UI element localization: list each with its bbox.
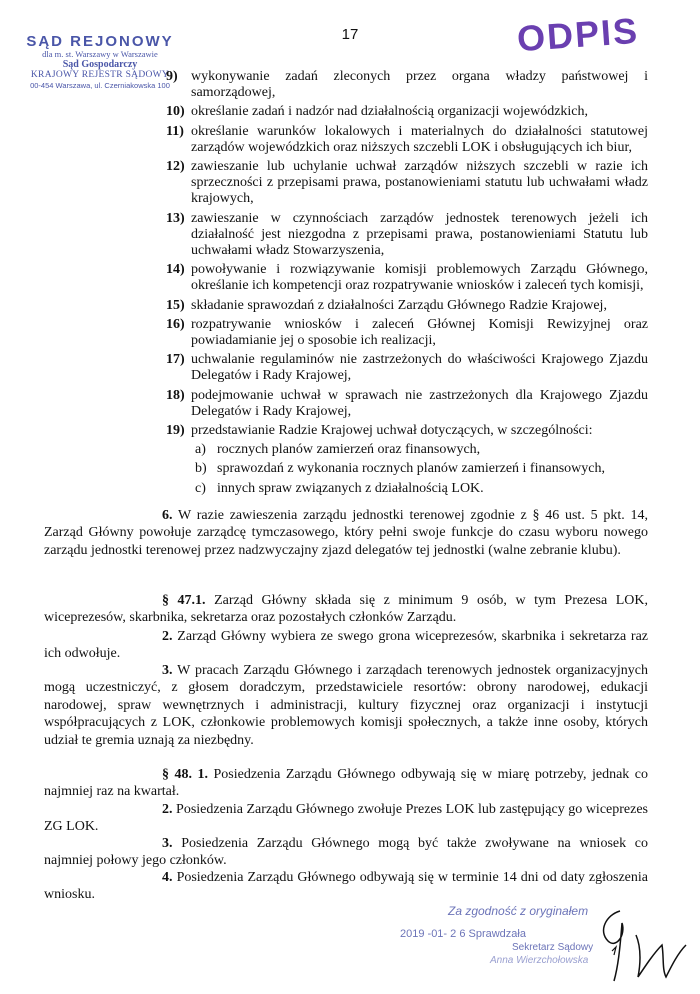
court-stamp-registry: KRAJOWY REJESTR SĄDOWY	[30, 69, 170, 80]
list-item	[166, 159, 648, 208]
item-number: 19)	[166, 423, 185, 439]
item-text: zawieszanie w czynnościach zarządów jednostek terenowych jeżeli ich działalność jest niezgodna z przepisami prawa, postanowieniami Statutu lub uchwałami władz Stowarzyszenia,	[191, 210, 648, 259]
sub-item-text: innych spraw związanych z działalnością LOK.	[217, 480, 484, 496]
item-text: podejmowanie uchwał w sprawach nie zastrzeżonych dla Krajowego Zjazdu Delegatów i Rady Krajowej,	[191, 387, 648, 419]
section-number: 4.	[162, 870, 173, 885]
list-item	[166, 104, 648, 120]
item-number: 9)	[166, 69, 178, 84]
certification-text: Za zgodność z oryginałem	[448, 904, 589, 918]
certification-role: Sekretarz Sądowy	[512, 942, 594, 953]
item-text: uchwalanie regulaminów nie zastrzeżonych do właściwości Krajowego Zjazdu Delegatów i Rady Krajowej,	[191, 352, 648, 384]
section-text: Posiedzenia Zarządu Głównego zwołuje Prezes LOK lub zastępujący go wiceprezes ZG LOK.	[44, 802, 648, 835]
paragraph-6	[44, 507, 648, 559]
item-text: przedstawianie Radzie Krajowej uchwał dotyczących, w szczególności:	[191, 423, 593, 439]
item-text: określanie zadań i nadzór nad działalnością organizacji wojewódzkich,	[191, 104, 589, 120]
section-47-1	[44, 592, 648, 627]
section-text: W pracach Zarządu Głównego i zarządach terenowych jednostek organizacyjnych mogą uczestniczyć, z głosem doradczym, przedstawiciele resortów: obrony narodowej, edukacji narodowej, spraw wewnętrznych i administracji, kultury fizycznej oraz organizacji i instytucji współpracujących z LOK, członkowie problemowych komisji społecznych, a także inne osoby, których udział te gremia uznają za niezbędny.	[44, 663, 648, 748]
court-stamp	[10, 34, 190, 90]
section-text: Zarząd Główny składa się z minimum 9 osób, w tym Prezesa LOK, wiceprezesów, skarbnika, sekretarza oraz pozostałych członków Zarządu.	[44, 593, 649, 626]
certification-stamp	[400, 904, 620, 966]
list-item	[166, 423, 648, 439]
section-number: 3.	[162, 836, 173, 851]
certification-name: Anna Wierzchołowska	[490, 955, 589, 966]
list-item	[166, 317, 648, 349]
list-item	[166, 69, 648, 101]
section-text: Posiedzenia Zarządu Głównego mogą być także zwoływane na wniosek co najmniej połowy jego członków.	[44, 836, 649, 869]
paragraph-number: 6.	[162, 508, 173, 523]
sub-list-item	[195, 442, 648, 458]
item-number: 16)	[166, 316, 185, 332]
sub-item-text: sprawozdań z wykonania rocznych planów zamierzeń i finansowych,	[217, 461, 605, 477]
item-number: 11)	[166, 123, 184, 139]
item-number: 18)	[166, 387, 185, 403]
section-number: § 47.1.	[162, 593, 206, 608]
sub-item-letter: b)	[195, 461, 207, 477]
item-number: 13)	[166, 210, 185, 226]
section-text: Posiedzenia Zarządu Głównego odbywają się w terminie 14 dni od daty zgłoszenia wniosku.	[44, 870, 648, 903]
item-text: określanie warunków lokalowych i materialnych do działalności statutowej zarządów wojewódzkich oraz niższych szczebli LOK i obsługujących ich biur,	[191, 123, 648, 155]
list-item	[166, 298, 648, 314]
court-stamp-city: dla m. st. Warszawy w Warszawie	[42, 49, 158, 59]
court-stamp-division: Sąd Gospodarczy	[62, 58, 138, 70]
sub-item-letter: a)	[195, 442, 206, 458]
item-number: 10)	[166, 104, 185, 120]
section-48-1	[44, 766, 648, 801]
sub-item-text: rocznych planów zamierzeń oraz finansowych,	[217, 442, 481, 458]
section-number: § 48. 1.	[162, 767, 208, 782]
item-text: zawieszanie lub uchylanie uchwał zarządów niższych szczebli w razie ich sprzeczności z przepisami prawa, postanowieniami statutu lub uchwałami władz krajowych,	[191, 159, 648, 207]
item-text: wykonywanie zadań zleconych przez organa władzy państwowej i samorządowej,	[191, 69, 648, 101]
item-text: powoływanie i rozwiązywanie komisji problemowych Zarządu Głównego, określanie ich kompetencji oraz rozpatrywanie wniosków i zaleceń tych komisji,	[191, 262, 648, 294]
section-text: Zarząd Główny wybiera ze swego grona wiceprezesów, skarbnika i sekretarza raz ich odwołuje.	[44, 629, 649, 662]
section-48-4	[44, 869, 648, 904]
handwritten-signature	[592, 905, 692, 985]
sub-list	[195, 442, 648, 497]
duties-list	[166, 69, 648, 500]
sub-list-item	[195, 481, 648, 497]
list-item	[166, 388, 648, 420]
sub-item-letter: c)	[195, 480, 206, 496]
list-item	[166, 211, 648, 260]
item-number: 12)	[166, 159, 185, 175]
page-number: 17	[341, 26, 359, 43]
court-stamp-name: SĄD REJONOWY	[26, 33, 174, 50]
item-text: rozpatrywanie wniosków i zaleceń Głównej Komisji Rewizyjnej oraz powiadamianie jej o sposobie ich realizacji,	[191, 316, 648, 349]
item-number: 14)	[166, 262, 185, 278]
list-item	[166, 262, 648, 294]
sub-list-item	[195, 461, 648, 477]
item-number: 17)	[166, 352, 185, 368]
section-47-3	[44, 662, 648, 749]
court-stamp-address: 00-454 Warszawa, ul. Czerniakowska 100	[30, 81, 170, 90]
section-48-3	[44, 835, 648, 870]
paragraph-text: W razie zawieszenia zarządu jednostki terenowej zgodnie z § 46 ust. 5 pkt. 14, Zarząd Główny powołuje zarządcę tymczasowego, który pełni swoje funkcje do czasu wyboru nowego zarządu jednostki terenowej przez nadzwyczajny zjazd delegatów tej jednostki (walne zebranie klubu).	[44, 508, 649, 558]
section-text: Posiedzenia Zarządu Głównego odbywają się w miarę potrzeby, jednak co najmniej raz na kwartał.	[44, 767, 649, 800]
item-number: 15)	[166, 297, 185, 313]
section-number: 3.	[162, 663, 173, 678]
certification-date: 2019 -01- 2 6 Sprawdzała	[400, 928, 526, 940]
section-number: 2.	[162, 629, 173, 644]
section-47-2	[44, 628, 648, 663]
list-item	[166, 352, 648, 384]
list-item	[166, 124, 648, 156]
section-48-2	[44, 801, 648, 836]
item-text: składanie sprawozdań z działalności Zarządu Głównego Radzie Krajowej,	[191, 297, 607, 313]
section-number: 2.	[162, 802, 173, 817]
odpis-stamp: ODPIS	[515, 9, 641, 60]
